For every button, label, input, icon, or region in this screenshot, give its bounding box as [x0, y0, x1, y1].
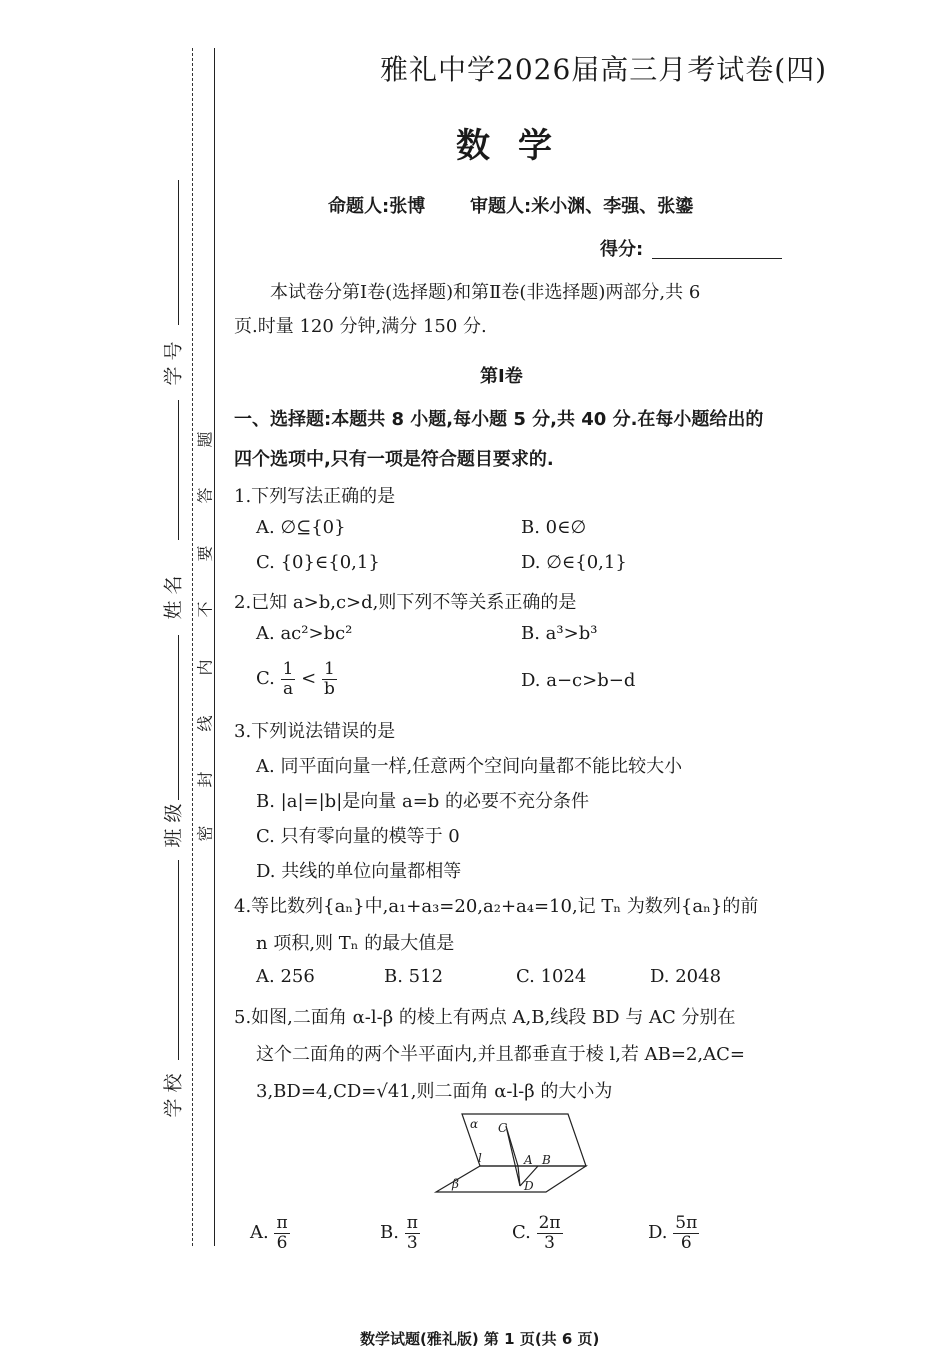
q5-d-den: 6 — [680, 1232, 692, 1253]
q4-option-c[interactable]: C. 1024 — [516, 966, 587, 987]
q3-option-b[interactable]: B. |a|=|b|是向量 a=b 的必要不充分条件 — [256, 791, 590, 812]
binding-line-inner — [214, 48, 215, 1246]
q3-stem: 3.下列说法错误的是 — [234, 721, 396, 742]
q5-option-c[interactable] — [512, 1214, 563, 1252]
q5-stem-3: 3,BD=4,CD=√41,则二面角 α-l-β 的大小为 — [256, 1081, 613, 1102]
name-label: 姓 名 — [162, 575, 185, 620]
label-d: D — [524, 1179, 534, 1193]
q5-d-prefix: D. — [648, 1222, 668, 1244]
seal-char: 线 — [195, 715, 215, 732]
q3-option-c[interactable]: C. 只有零向量的模等于 0 — [256, 826, 460, 847]
q5-c-num: 2π — [538, 1213, 561, 1233]
q5-c-prefix: C. — [512, 1222, 531, 1244]
class-line[interactable] — [178, 635, 179, 800]
student-id-line[interactable] — [178, 180, 179, 325]
seal-char: 内 — [195, 659, 215, 676]
q1-option-a[interactable]: A. ∅⊆{0} — [256, 517, 346, 538]
label-alpha: α — [470, 1117, 479, 1131]
q5-d-fraction — [673, 1214, 699, 1252]
q3-option-d[interactable]: D. 共线的单位向量都相等 — [256, 861, 462, 882]
q4-option-d[interactable]: D. 2048 — [650, 966, 722, 987]
seal-char: 封 — [195, 771, 215, 788]
q1-option-d[interactable]: D. ∅∈{0,1} — [521, 552, 627, 573]
score-label: 得分: — [600, 239, 644, 260]
q5-b-den: 3 — [406, 1232, 418, 1253]
label-c: C — [498, 1121, 508, 1135]
q1-stem: 1.下列写法正确的是 — [234, 486, 396, 507]
subject-title: 数学 — [456, 126, 580, 166]
q5-a-fraction — [274, 1214, 289, 1252]
page-footer: 数学试题(雅礼版) 第 1 页(共 6 页) — [360, 1330, 600, 1348]
q2-option-c-mid: < — [301, 668, 317, 690]
q1-option-b[interactable]: B. 0∈∅ — [521, 517, 587, 538]
q4-stem-1: 4.等比数列{aₙ}中,a₁+a₃=20,a₂+a₄=10,记 Tₙ 为数列{aₙ}的前 — [234, 896, 759, 917]
q5-a-den: 6 — [276, 1232, 288, 1253]
q2-option-c[interactable] — [256, 660, 337, 698]
q2-option-a[interactable]: A. ac²>bc² — [256, 623, 353, 644]
segment-cd — [506, 1126, 520, 1186]
q5-b-prefix: B. — [380, 1222, 399, 1244]
q2-frac1-num: 1 — [282, 659, 294, 679]
q2-stem: 2.已知 a>b,c>d,则下列不等关系正确的是 — [234, 592, 577, 613]
label-a: A — [524, 1153, 533, 1167]
q5-c-fraction — [537, 1214, 563, 1252]
volume-title: 第Ⅰ卷 — [480, 366, 523, 387]
school-line[interactable] — [178, 860, 179, 1060]
dihedral-angle-figure — [430, 1108, 600, 1198]
q2-fraction-2 — [322, 660, 337, 698]
label-b: B — [542, 1153, 551, 1167]
q4-stem-2: n 项积,则 Tₙ 的最大值是 — [256, 933, 455, 954]
class-label: 班 级 — [162, 803, 185, 848]
q2-frac2-den: b — [323, 678, 335, 699]
q5-b-num: π — [406, 1213, 418, 1233]
seal-char: 答 — [195, 487, 215, 504]
intro-line-2: 页.时量 120 分钟,满分 150 分. — [234, 316, 487, 337]
q2-fraction-1 — [281, 660, 296, 698]
q5-a-prefix: A. — [250, 1222, 269, 1244]
seal-char: 要 — [195, 545, 215, 562]
section-heading-2: 四个选项中,只有一项是符合题目要求的. — [234, 449, 554, 470]
score-field[interactable] — [652, 258, 782, 259]
label-beta: β — [452, 1177, 459, 1191]
section-heading-1: 一、选择题:本题共 8 小题,每小题 5 分,共 40 分.在每小题给出的 — [234, 409, 764, 430]
intro-line-1: 本试卷分第Ⅰ卷(选择题)和第Ⅱ卷(非选择题)两部分,共 6 — [270, 282, 701, 303]
seal-char: 密 — [195, 825, 215, 842]
seal-char: 题 — [195, 431, 215, 448]
q3-option-a[interactable]: A. 同平面向量一样,任意两个空间向量都不能比较大小 — [256, 756, 683, 777]
student-id-label: 学 号 — [162, 341, 185, 386]
label-l: l — [478, 1151, 482, 1165]
reviewers: 审题人:米小渊、李强、张鎏 — [470, 196, 694, 217]
q4-option-b[interactable]: B. 512 — [384, 966, 444, 987]
q2-frac2-num: 1 — [323, 659, 335, 679]
q2-option-d[interactable]: D. a−c>b−d — [521, 670, 636, 691]
q5-option-b[interactable] — [380, 1214, 420, 1252]
q5-stem-1: 5.如图,二面角 α-l-β 的棱上有两点 A,B,线段 BD 与 AC 分别在 — [234, 1007, 736, 1028]
q5-option-a[interactable] — [250, 1214, 290, 1252]
q5-a-num: π — [276, 1213, 288, 1233]
school-label: 学 校 — [162, 1073, 185, 1118]
binding-line-outer — [192, 48, 193, 1246]
q2-option-c-prefix: C. — [256, 668, 275, 690]
q2-option-b[interactable]: B. a³>b³ — [521, 623, 598, 644]
setter: 命题人:张博 — [328, 196, 426, 217]
exam-title: 雅礼中学2026届高三月考试卷(四) — [380, 53, 828, 86]
q5-b-fraction — [405, 1214, 420, 1252]
q5-d-num: 5π — [675, 1213, 698, 1233]
name-line[interactable] — [178, 400, 179, 540]
seal-char: 不 — [195, 601, 215, 618]
q4-option-a[interactable]: A. 256 — [256, 966, 315, 987]
q5-c-den: 3 — [544, 1232, 555, 1253]
q1-option-c[interactable]: C. {0}∈{0,1} — [256, 552, 380, 573]
q2-frac1-den: a — [282, 678, 294, 699]
q5-stem-2: 这个二面角的两个半平面内,并且都垂直于棱 l,若 AB=2,AC= — [256, 1044, 745, 1065]
q5-option-d[interactable] — [648, 1214, 699, 1252]
